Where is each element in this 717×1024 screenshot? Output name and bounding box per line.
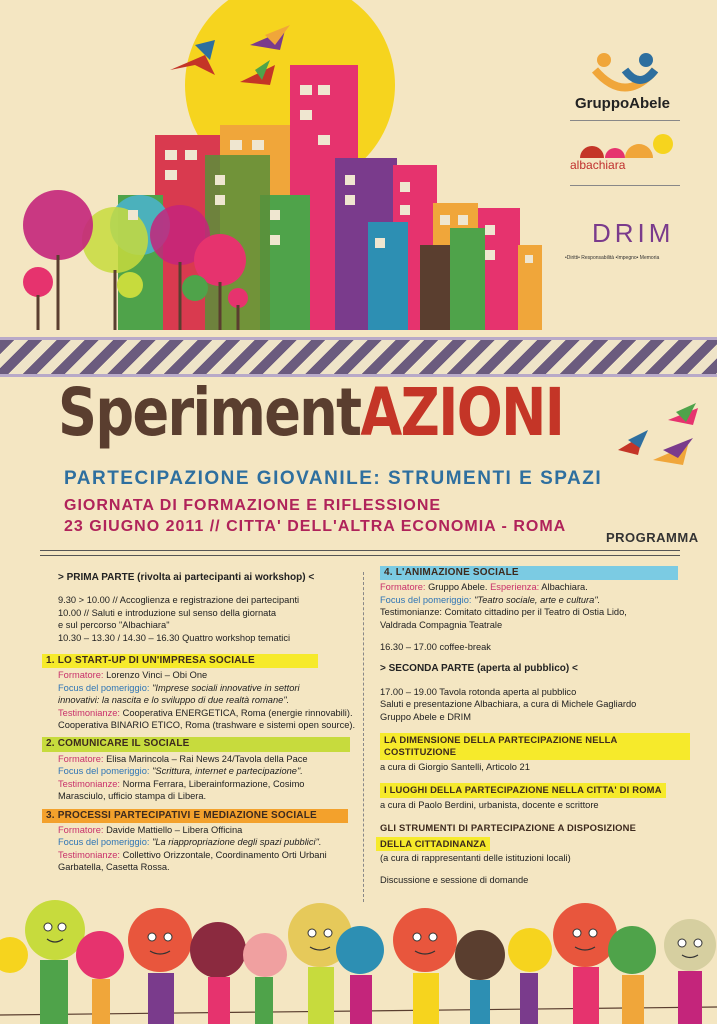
part2-title: > SECONDA PARTE (aperta al pubblico) < [380, 663, 578, 675]
program-left-column: > PRIMA PARTE (rivolta ai partecipanti ai workshop) < 9.30 > 10.00 // Accoglienza e registrazione dei partecipanti 10.00 // Saluti e introduzione sul senso della giornata e sul percorso "Albachiara" 10.30 – 13.30 / 14.30 – 16.30 Quattro workshop tematici 1. LO START-UP DI UN'IMPRESA SOCIALE Formatore: Lorenzo Vinci – Obi One Focus del pomeriggio: "Imprese sociali innovative in settori innovativi: la nascita e lo sviluppo di due realtà romane". Testimonianze: Cooperativa ENERGETICA, Roma (energie rinnovabili). Cooperativa BINARIO ETICO, Roma (trashware e sistemi open source). 2. COMUNICARE IL SOCIALE Formatore: Elisa Marincola – Rai News 24/Tavola della Pace Focus del pomeriggio: "Scrittura, internet e partecipazione". Testimonianze: Norma Ferrara, Liberainformazione, Cosimo Marasciulo, ufficio stampa di Libera. 3. PROCESSI PARTECIPATIVI E MEDIAZIONE SOCIALE Formatore: Davide Mattiello – Libera Officina Focus del pomeriggio: "La riappropriazione degli spazi pubblici". Testimonianze: Collettivo Orizzontale, Coordinamento Orti Urbani Garbatella, Casetta Rossa. [58, 572, 358, 874]
schedule-line: 9.30 > 10.00 // Accoglienza e registrazione dei partecipanti [58, 595, 300, 606]
people-illustration [0, 895, 717, 1024]
drim-logo: DRIM [592, 218, 675, 248]
schedule-line: 10.00 // Saluti e introduzione sul senso della giornata [58, 607, 277, 618]
title-part2: AZIONI [360, 374, 564, 451]
workshop-1-heading: 1. LO START-UP DI UN'IMPRESA SOCIALE [42, 654, 318, 668]
city-illustration [0, 0, 560, 335]
closing-line: Discussione e sessione di domande [380, 875, 529, 886]
column-divider [363, 572, 364, 902]
workshop-4-heading: 4. L'ANIMAZIONE SOCIALE [380, 566, 678, 580]
workshop-2-heading: 2. COMUNICARE IL SOCIALE [42, 737, 350, 751]
program-right-column: 4. L'ANIMAZIONE SOCIALE Formatore: Gruppo Abele. Esperienza: Albachiara. Focus del pomeriggio: "Teatro sociale, arte e cultura". Testimonianze: Comitato cittadino per il Teatro di Ostia Lido, Valdrada Compagnia Teatrale 16.30 – 17.00 coffee-break > SECONDA PARTE (aperta al pubblico) < 17.00 – 19.00 Tavola rotonda aperta al pubblico Saluti e presentazione Albachiara, a cura di Michele Gagliardo Gruppo Abele e DRIM LA DIMENSIONE DELLA PARTECIPAZIONE NELLA COSTITUZIONE a cura di Giorgio Santelli, Articolo 21 I LUOGHI DELLA PARTECIPAZIONE NELLA CITTA' DI ROMA a cura di Paolo Berdini, urbanista, docente e scrittore GLI STRUMENTI DI PARTECIPAZIONE A DISPOSIZIONE DELLA CITTADINANZA (a cura di rappresentanti delle istituzioni locali) Discussione e sessione di domande [380, 566, 690, 887]
ws2-formatore: Elisa Marincola – Rai News 24/Tavola della Pace [106, 753, 308, 764]
ws1-formatore: Lorenzo Vinci – Obi One [106, 670, 208, 681]
gruppo-abele-logo-icon [590, 50, 660, 95]
ws1-testimonianze-cont: Cooperativa BINARIO ETICO, Roma (trashware e sistemi open source). [58, 720, 356, 731]
talk-3-heading-cont: DELLA CITTADINANZA [376, 837, 490, 851]
birds-decoration-icon [598, 400, 703, 470]
workshop-3-heading: 3. PROCESSI PARTECIPATIVI E MEDIAZIONE SOCIALE [42, 809, 348, 823]
ws2-focus: "Scrittura, internet e partecipazione". [152, 766, 303, 777]
talk-1-speaker: a cura di Giorgio Santelli, Articolo 21 [380, 761, 530, 772]
event-line-2: 23 GIUGNO 2011 // CITTA' DELL'ALTRA ECONOMIA - ROMA [64, 518, 567, 535]
striped-band [0, 337, 717, 377]
ws3-testimonianze: Collettivo Orizzontale, Coordinamento Orti Urbani [122, 849, 327, 860]
talk-2-heading: I LUOGHI DELLA PARTECIPAZIONE NELLA CITTA' DI ROMA [380, 783, 666, 797]
albachiara-logo-icon [575, 130, 675, 160]
ws4-formatore: Gruppo Abele. [428, 582, 488, 593]
part1-title: > PRIMA PARTE (rivolta ai partecipanti ai workshop) < [58, 572, 315, 583]
ws4-focus: "Teatro sociale, arte e cultura". [474, 594, 601, 605]
ws3-testimonianze-cont: Garbatella, Casetta Rossa. [58, 862, 170, 873]
part2-line: Gruppo Abele e DRIM [380, 711, 471, 722]
ws1-testimonianze: Cooperativa ENERGETICA, Roma (energie rinnovabili). [122, 707, 353, 718]
schedule-line: 10.30 – 13.30 / 14.30 – 16.30 Quattro workshop tematici [58, 632, 291, 643]
gruppo-abele-logo: GruppoAbele [575, 95, 671, 112]
coffee-break: 16.30 – 17.00 coffee-break [380, 642, 491, 653]
ws3-formatore: Davide Mattiello – Libera Officina [106, 824, 243, 835]
talk-3-heading: GLI STRUMENTI DI PARTECIPAZIONE A DISPOSIZIONE [380, 822, 637, 834]
part2-line: 17.00 – 19.00 Tavola rotonda aperta al pubblico [380, 686, 577, 697]
schedule-line: e sul percorso "Albachiara" [58, 620, 170, 631]
ws4-testimonianze-cont: Valdrada Compagnia Teatrale [380, 619, 503, 630]
talk-3-speaker: (a cura di rappresentanti delle istituzioni locali) [380, 852, 571, 863]
ws2-testimonianze-cont: Marasciulo, ufficio stampa di Libera. [58, 791, 207, 802]
ws3-focus: "La riappropriazione degli spazi pubblici". [152, 837, 322, 848]
partner-logos [560, 40, 710, 280]
page-title [58, 374, 564, 451]
ws4-testimonianze: Comitato cittadino per il Teatro di Ostia Lido, [444, 607, 627, 618]
part2-line: Saluti e presentazione Albachiara, a cura di Michele Gagliardo [380, 699, 637, 710]
drim-tagline: •Diritti• Responsabilità •Impegno• Memoria [565, 255, 660, 261]
talk-1-heading: LA DIMENSIONE DELLA PARTECIPAZIONE NELLA COSTITUZIONE [380, 733, 690, 760]
programma-label: PROGRAMMA [606, 530, 699, 545]
ws1-focus-cont: innovativi: la nascita e lo sviluppo di due realtà romane". [58, 695, 290, 706]
divider-top [40, 550, 680, 551]
ws4-esperienza: Albachiara. [541, 582, 588, 593]
ws1-focus: "Imprese sociali innovative in settori [152, 682, 300, 693]
title-part1: Speriment [58, 374, 361, 451]
talk-2-speaker: a cura di Paolo Berdini, urbanista, docente e scrittore [380, 799, 599, 810]
event-line-1: GIORNATA DI FORMAZIONE E RIFLESSIONE [64, 497, 442, 514]
divider-second [40, 555, 680, 556]
subtitle: PARTECIPAZIONE GIOVANILE: STRUMENTI E SPAZI [64, 468, 603, 489]
ws2-testimonianze: Norma Ferrara, Liberainformazione, Cosimo [122, 778, 305, 789]
albachiara-logo: albachiara [570, 158, 626, 172]
